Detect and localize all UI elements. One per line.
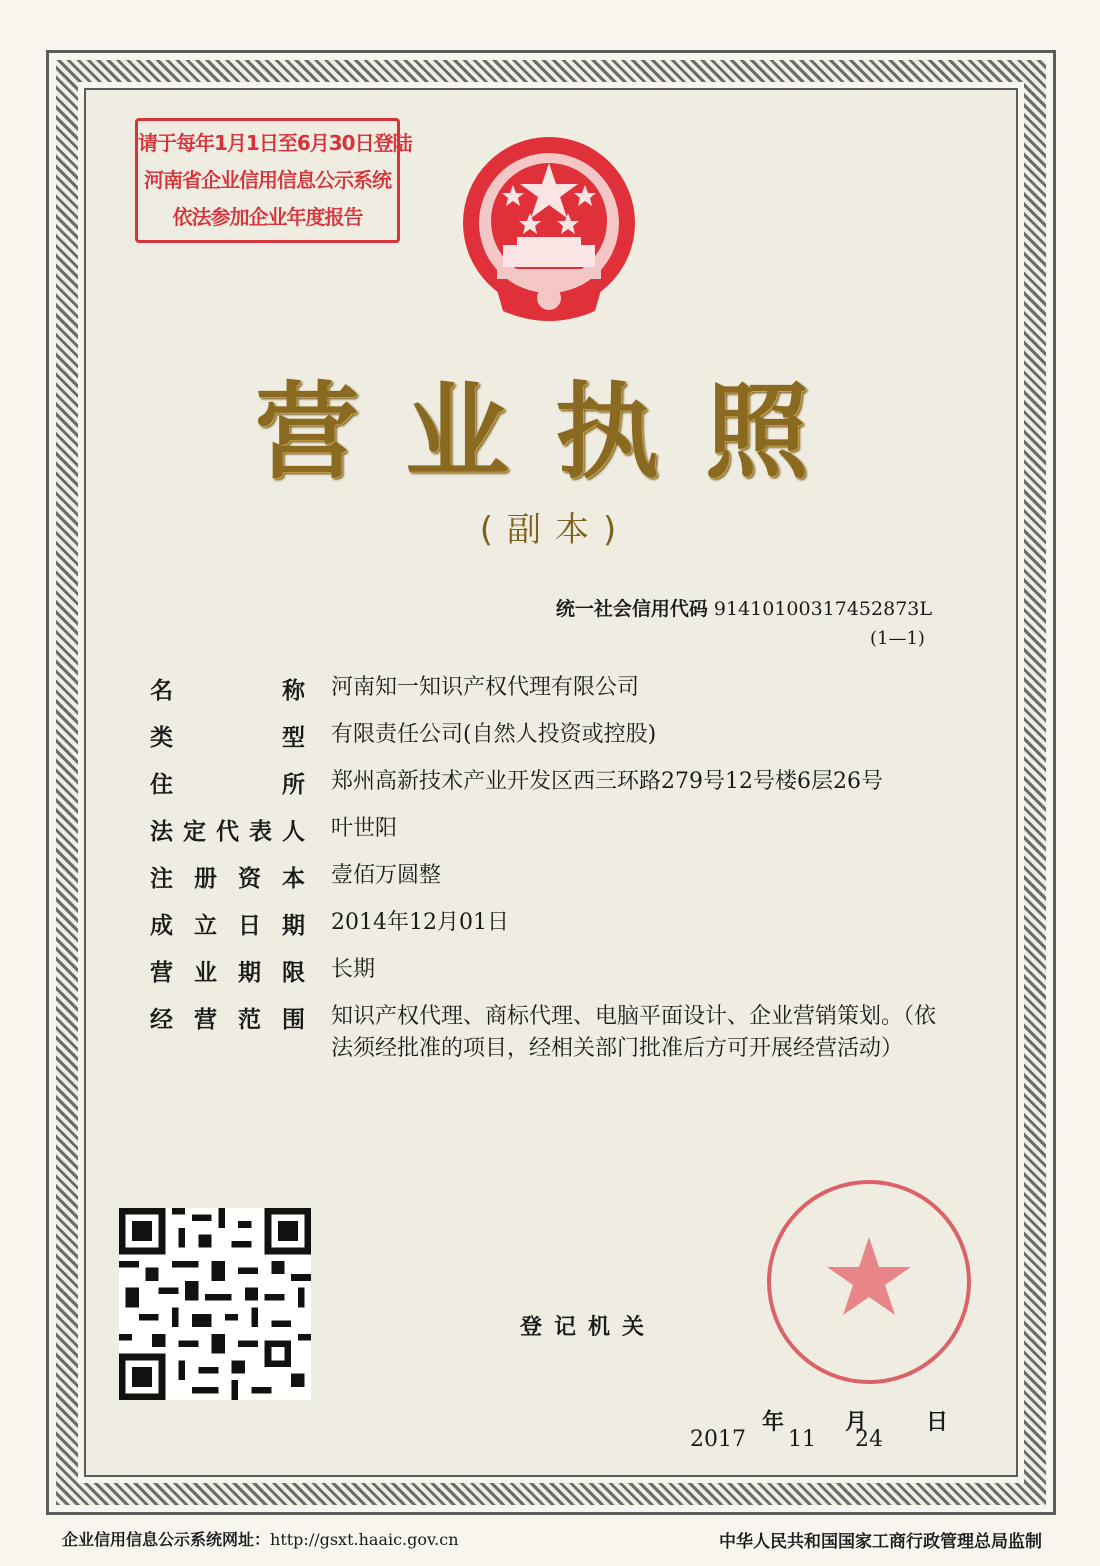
field-row-name — [150, 668, 970, 715]
field-row-term — [150, 950, 970, 997]
license-title: 营业执照 — [254, 371, 855, 493]
field-value: 河南知一知识产权代理有限公司 — [331, 675, 640, 700]
field-value: 知识产权代理、商标代理、电脑平面设计、企业营销策划。（依法须经批准的项目，经相关部门批准后方可开展经营活动） — [331, 1004, 937, 1061]
annual-report-notice-stamp — [135, 118, 412, 243]
field-value: 有限责任公司(自然人投资或控股) — [331, 722, 657, 747]
field-value: 叶世阳 — [331, 816, 398, 841]
footer-supervisor: 中华人民共和国国家工商行政管理总局监制 — [719, 1532, 1042, 1552]
issue-month: 11 — [788, 1427, 816, 1452]
field-row-scope — [150, 997, 970, 1065]
field-row-legal-rep — [150, 809, 970, 856]
field-value: 郑州高新技术产业开发区西三环路279号12号楼6层26号 — [331, 769, 883, 794]
field-label: 住 所 — [150, 772, 305, 798]
issue-date — [690, 1405, 960, 1455]
field-row-address — [150, 762, 970, 809]
notice-line: 请于每年1月1日至6月30日登陆 — [138, 131, 412, 155]
issue-month-unit: 月 — [845, 1410, 868, 1435]
field-label: 经 营 范 围 — [150, 1007, 305, 1033]
copy-number: (1—1) — [870, 628, 925, 649]
field-label: 类 型 — [150, 725, 305, 751]
official-seal-icon — [762, 1175, 977, 1390]
field-label: 法 定 代 表 人 — [150, 819, 305, 845]
issue-day: 24 — [855, 1427, 883, 1452]
footer-url-link[interactable]: http://gsxt.haaic.gov.cn — [270, 1530, 459, 1549]
credit-code-label: 统一社会信用代码 — [555, 598, 708, 620]
issue-year: 2017 — [690, 1427, 746, 1452]
field-value: 长期 — [331, 957, 376, 982]
footer-website-label: 企业信用信息公示系统网址： — [62, 1530, 271, 1549]
credit-code-line — [556, 594, 932, 621]
license-fields — [150, 668, 970, 1065]
field-label: 营 业 期 限 — [150, 960, 305, 986]
field-row-established — [150, 903, 970, 950]
field-row-type — [150, 715, 970, 762]
footer-website — [62, 1527, 459, 1550]
field-value: 2014年12月01日 — [331, 910, 509, 935]
national-emblem-icon — [455, 133, 643, 328]
field-row-capital — [150, 856, 970, 903]
registration-authority: 登记机关 — [520, 1315, 657, 1340]
field-label: 成 立 日 期 — [150, 913, 305, 939]
issue-year-unit: 年 — [762, 1410, 785, 1435]
qr-code-icon[interactable] — [119, 1208, 311, 1400]
field-value: 壹佰万圆整 — [331, 863, 442, 888]
credit-code-value: 91410100317452873L — [713, 598, 932, 620]
field-label: 名 称 — [150, 678, 305, 704]
license-subtitle: (副本) — [479, 510, 631, 550]
field-label: 注 册 资 本 — [150, 866, 305, 892]
issue-day-unit: 日 — [926, 1410, 949, 1435]
notice-line: 依法参加企业年度报告 — [172, 205, 363, 229]
notice-line: 河南省企业信用信息公示系统 — [144, 168, 391, 192]
